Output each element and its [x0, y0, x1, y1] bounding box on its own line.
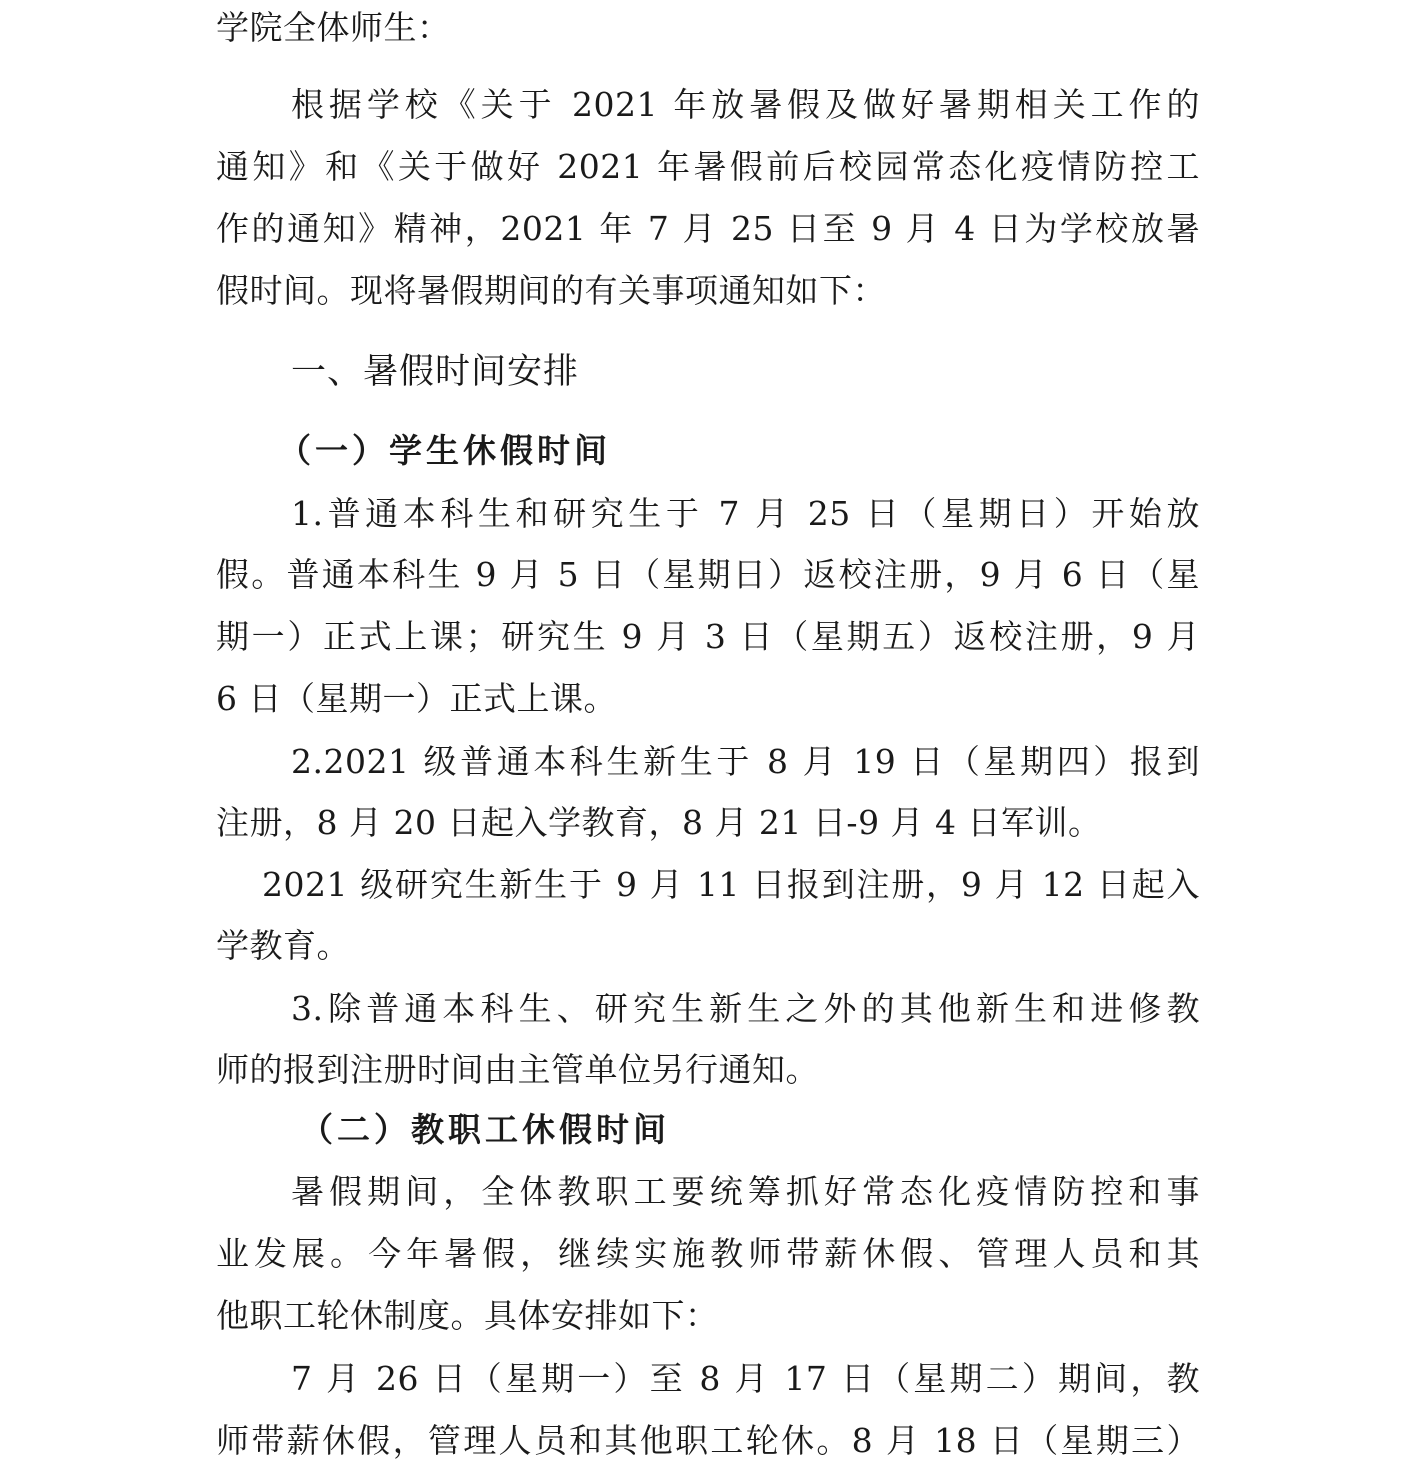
item-2b-line-1: 2021 级研究生新生于 9 月 11 日报到注册，9 月 12 日起入 — [262, 865, 1200, 904]
intro-line-3: 作的通知》精神，2021 年 7 月 25 日至 9 月 4 日为学校放暑 — [216, 209, 1200, 248]
item-2b-line-2: 学教育。 — [216, 926, 350, 965]
item-1-line-3: 期一）正式上课；研究生 9 月 3 日（星期五）返校注册，9 月 — [216, 617, 1200, 656]
salutation: 学院全体师生： — [216, 8, 451, 47]
intro-line-2: 通知》和《关于做好 2021 年暑假前后校园常态化疫情防控工 — [216, 147, 1200, 186]
item-1-line-1: 1.普通本科生和研究生于 7 月 25 日（星期日）开始放 — [291, 494, 1200, 533]
sub-heading-staff: （二）教职工休假时间 — [300, 1110, 670, 1149]
schedule-line-2: 师带薪休假，管理人员和其他职工轮休。8 月 18 日（星期三） — [216, 1421, 1200, 1460]
item-3-line-2: 师的报到注册时间由主管单位另行通知。 — [216, 1050, 819, 1089]
intro-line-1: 根据学校《关于 2021 年放暑假及做好暑期相关工作的 — [291, 85, 1200, 124]
item-2-line-1: 2.2021 级普通本科生新生于 8 月 19 日（星期四）报到 — [291, 742, 1200, 781]
item-2-line-2: 注册，8 月 20 日起入学教育，8 月 21 日-9 月 4 日军训。 — [216, 803, 1102, 842]
staff-line-1: 暑假期间，全体教职工要统筹抓好常态化疫情防控和事 — [291, 1172, 1200, 1211]
item-1-line-2: 假。普通本科生 9 月 5 日（星期日）返校注册，9 月 6 日（星 — [216, 555, 1200, 594]
section-heading-1: 一、暑假时间安排 — [291, 352, 580, 392]
staff-line-3: 他职工轮休制度。具体安排如下： — [216, 1296, 719, 1335]
intro-line-4: 假时间。现将暑假期间的有关事项通知如下： — [216, 271, 886, 310]
item-1-line-4: 6 日（星期一）正式上课。 — [216, 679, 617, 718]
sub-heading-students: （一）学生休假时间 — [278, 431, 611, 470]
schedule-line-1: 7 月 26 日（星期一）至 8 月 17 日（星期二）期间，教 — [291, 1359, 1200, 1398]
staff-line-2: 业发展。今年暑假，继续实施教师带薪休假、管理人员和其 — [216, 1234, 1200, 1273]
item-3-line-1: 3.除普通本科生、研究生新生之外的其他新生和进修教 — [291, 989, 1200, 1028]
